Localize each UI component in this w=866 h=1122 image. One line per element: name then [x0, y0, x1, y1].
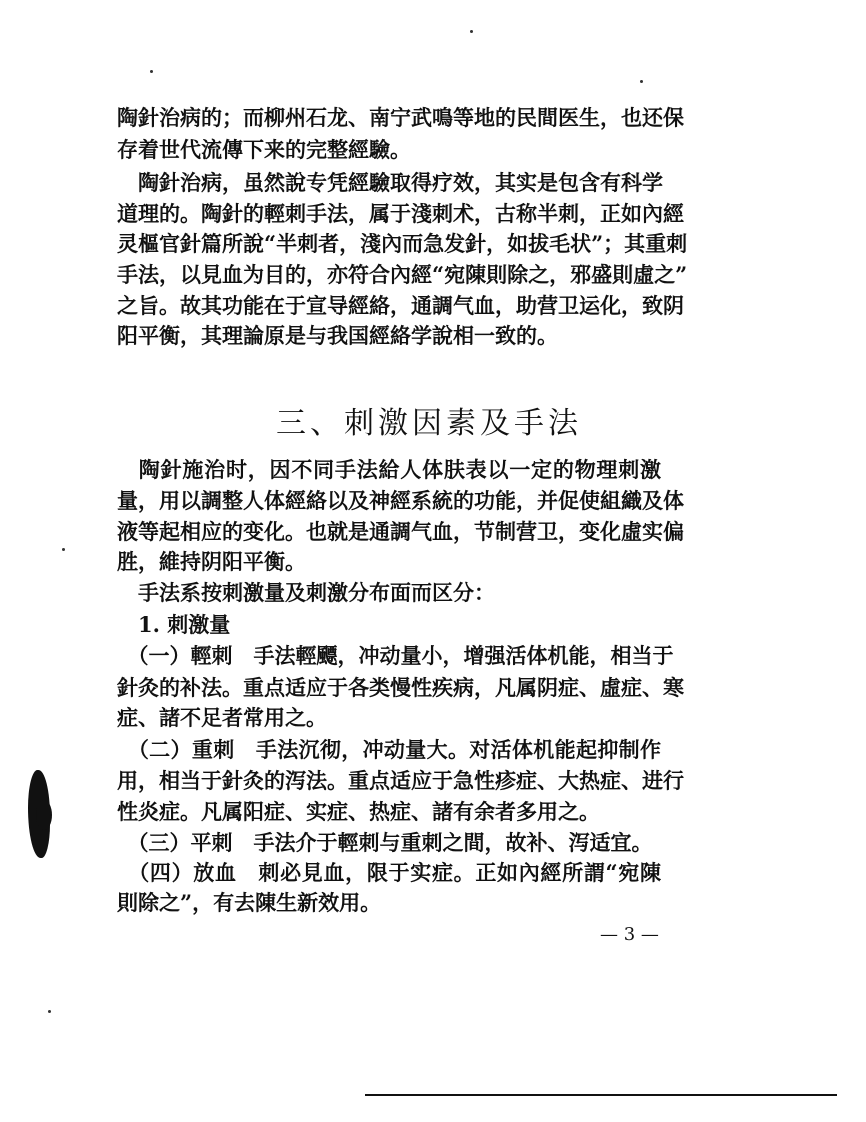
text-line: 手法，以見血为目的，亦符合內經“宛陳則除之，邪盛則虛之”	[117, 262, 688, 287]
text-line: 陶針治病，虽然說专凭經驗取得疗效，其实是包含有科学	[117, 170, 663, 195]
text-line: 量，用以調整人体經絡以及神經系統的功能，并促使組織及体	[117, 488, 684, 513]
text-line: 性炎症。凡属阳症、实症、热症、諸有余者多用之。	[117, 799, 600, 824]
text-line: （三）平刺 手法介于輕刺与重刺之間，故补、泻适宜。	[117, 830, 653, 855]
text-line: 手法系按刺激量及刺激分布面而区分：	[117, 580, 495, 605]
text-line: 用，相当于針灸的泻法。重点适应于急性疹症、大热症、进行	[117, 768, 684, 793]
text-line: 陶針施治时，因不同手法給人体肤表以一定的物理刺激	[117, 457, 661, 482]
scan-speck	[62, 548, 65, 551]
scan-speck	[48, 1010, 51, 1013]
text-line: 阳平衡，其理論原是与我国經絡学說相一致的。	[117, 323, 558, 348]
text-line: 存着世代流傳下来的完整經驗。	[117, 137, 411, 162]
text-line: 灵樞官針篇所說“半刺者，淺內而急发針，如拔毛状”；其重刺	[117, 231, 688, 256]
text-line: 道理的。陶針的輕刺手法，属于淺刺术，古称半刺，正如內經	[117, 201, 684, 226]
scan-speck	[640, 80, 643, 83]
page-number: — 3 —	[600, 924, 659, 945]
text-line: 陶針治病的；而柳州石龙、南宁武鳴等地的民間医生，也还保	[117, 105, 684, 130]
text-line: 症、諸不足者常用之。	[117, 705, 327, 730]
text-line: 則除之”，有去陳生新效用。	[117, 890, 382, 915]
text-line: 液等起相应的变化。也就是通調气血，节制营卫，变化虛实偏	[117, 519, 684, 544]
text-line: 針灸的补法。重点适应于各类慢性疾病，凡属阴症、虛症、寒	[117, 675, 684, 700]
scan-speck	[150, 70, 153, 73]
text-line: （四）放血 刺必見血，限于实症。正如內經所謂“宛陳	[117, 860, 661, 885]
text-line: （二）重刺 手法沉彻，冲动量大。对活体机能起抑制作	[117, 737, 661, 762]
text-line: 胜，維持阴阳平衡。	[117, 549, 306, 574]
scan-edge-line	[365, 1094, 837, 1096]
text-line: 之旨。故其功能在于宣导經絡，通調气血，助营卫运化，致阴	[117, 293, 684, 318]
scan-speck	[470, 30, 473, 33]
scan-ink-blot	[36, 800, 52, 830]
subheading: 1. 刺激量	[117, 612, 231, 637]
section-title: 三、刺激因素及手法	[276, 406, 582, 441]
text-line: （一）輕刺 手法輕飃，冲动量小，增强活体机能，相当于	[117, 643, 674, 668]
